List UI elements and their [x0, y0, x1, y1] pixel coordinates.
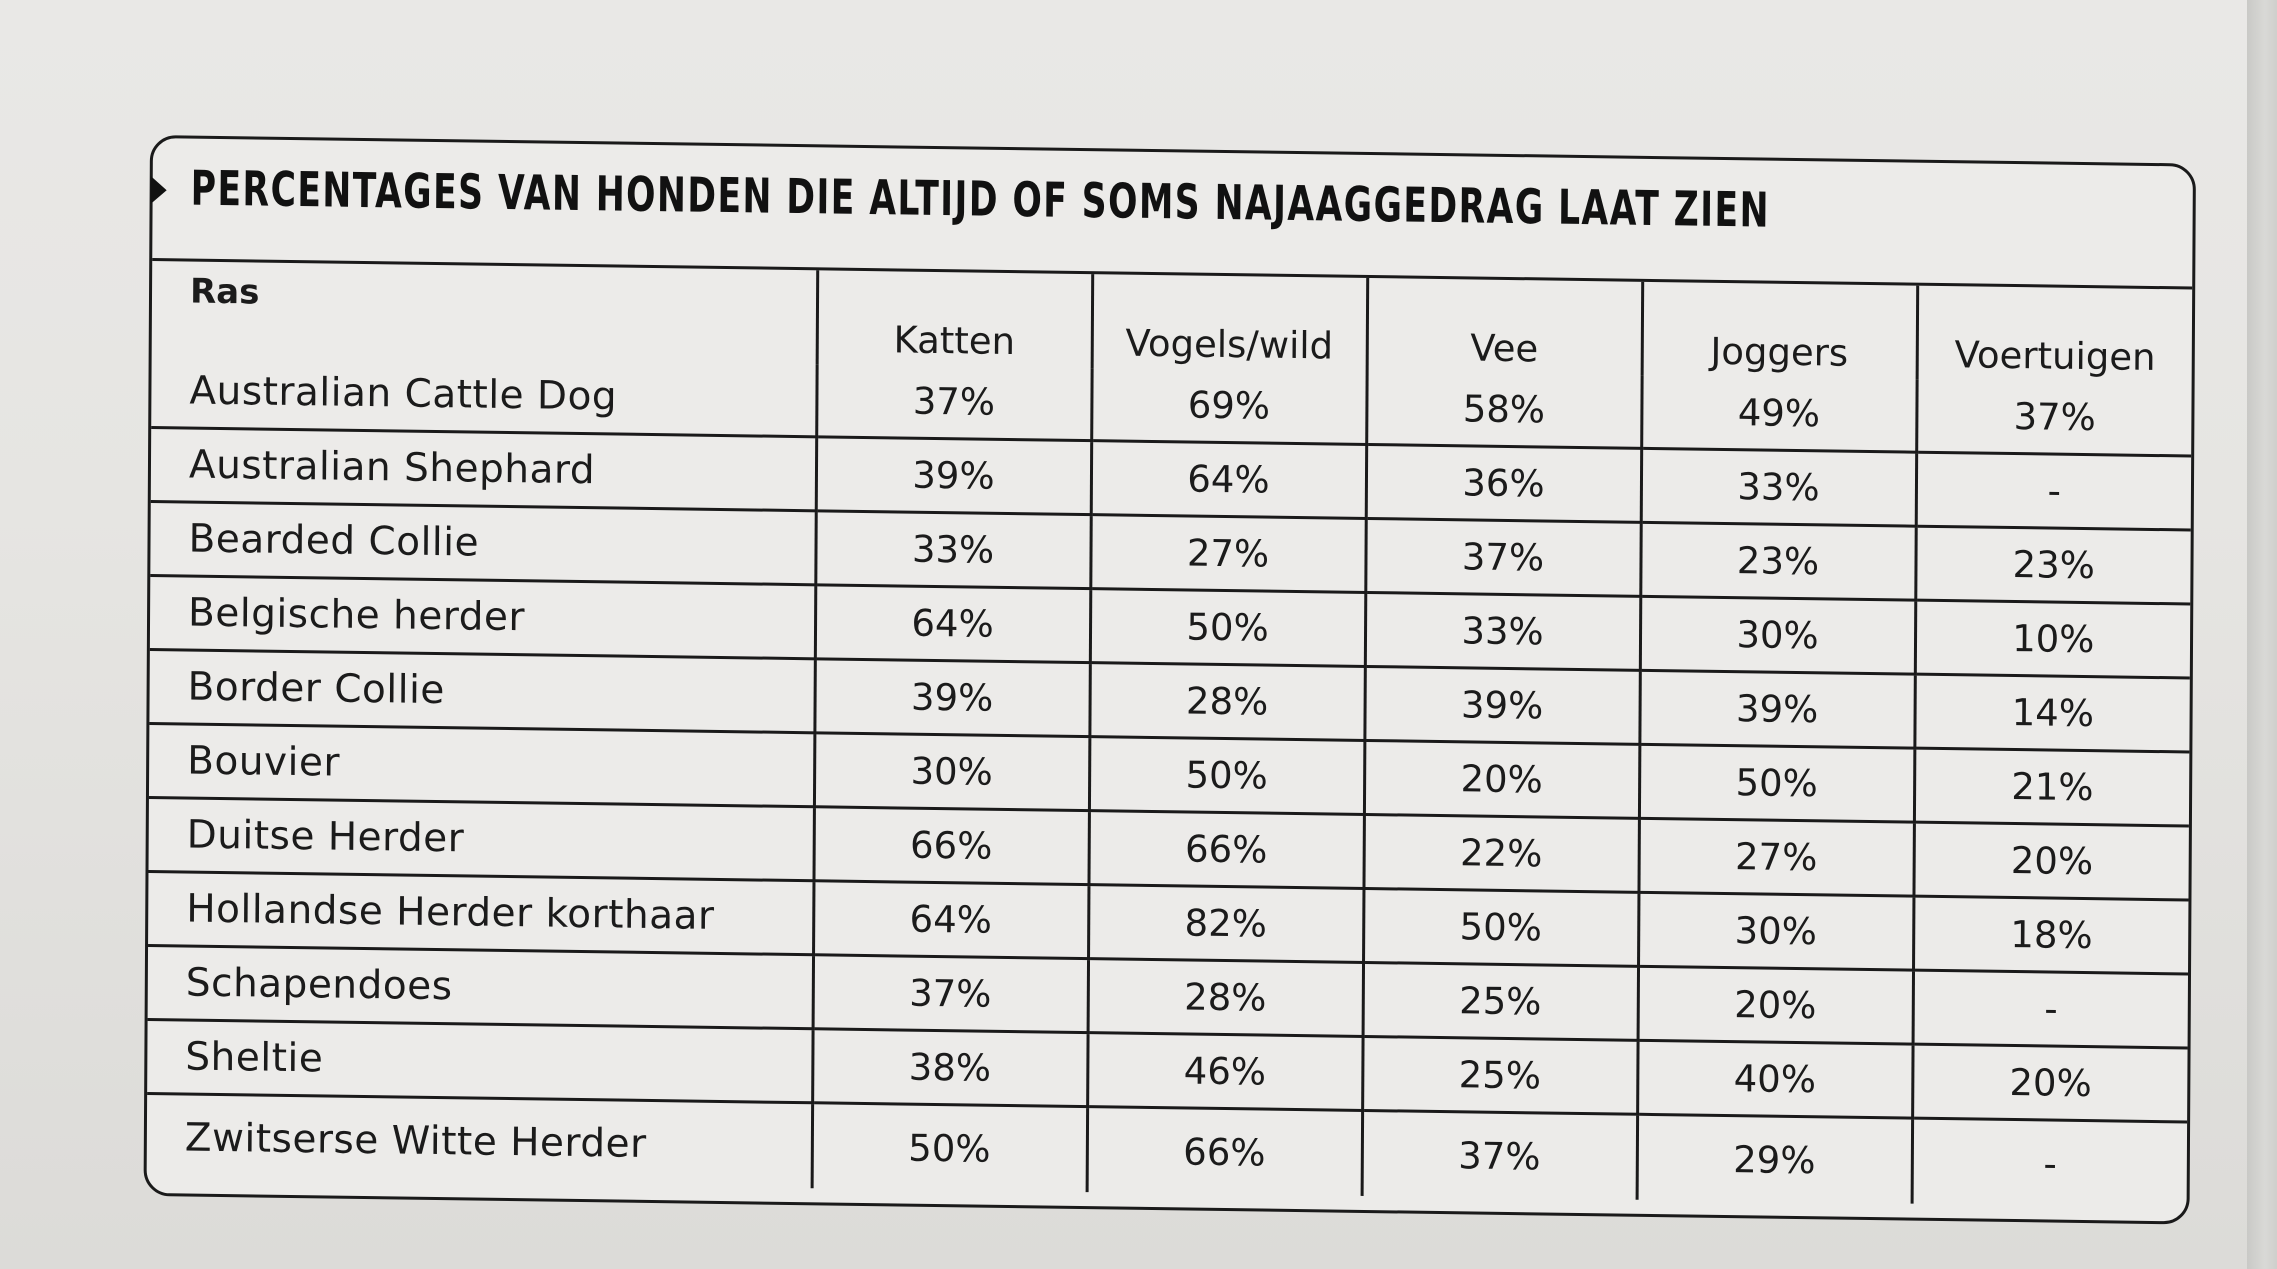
value-katten: 64%	[815, 585, 1090, 663]
table-title: PERCENTAGES VAN HONDEN DIE ALTIJD OF SOMS NAJAAGGEDRAG LAAT ZIEN	[190, 160, 1771, 239]
value-voertuigen: 23%	[1915, 526, 2190, 604]
value-joggers: 29%	[1637, 1114, 1913, 1203]
value-vee: 25%	[1363, 962, 1638, 1040]
breed-name: Border Collie	[149, 650, 814, 733]
value-joggers: 20%	[1638, 966, 1913, 1044]
value-vogels-wild: 28%	[1088, 959, 1363, 1037]
value-vee: 20%	[1364, 740, 1639, 818]
value-joggers: 50%	[1639, 744, 1914, 822]
value-vee: 37%	[1365, 518, 1640, 596]
column-header-joggers: Joggers	[1642, 282, 1918, 380]
value-katten: 39%	[814, 659, 1089, 737]
value-vee: 50%	[1363, 888, 1638, 966]
value-vogels-wild: 50%	[1090, 589, 1365, 667]
value-joggers: 40%	[1637, 1040, 1912, 1118]
value-katten: 37%	[813, 955, 1088, 1033]
column-header-katten: Katten	[817, 270, 1093, 368]
value-vee: 36%	[1366, 444, 1641, 522]
value-vogels-wild: 64%	[1091, 441, 1366, 519]
percentages-table	[147, 261, 2193, 1207]
page-edge	[2247, 0, 2277, 1269]
value-vogels-wild: 82%	[1088, 885, 1363, 963]
column-header-vee: Vee	[1367, 278, 1643, 376]
value-vee: 33%	[1365, 592, 1640, 670]
breed-name: Hollandse Herder korthaar	[148, 871, 813, 954]
value-vogels-wild: 46%	[1087, 1033, 1362, 1111]
value-katten: 37%	[816, 364, 1091, 440]
value-voertuigen: -	[1913, 970, 2188, 1048]
value-voertuigen: -	[2043, 1141, 2057, 1186]
value-joggers: 49%	[1641, 376, 1916, 452]
breed-name: Australian Cattle Dog	[151, 355, 816, 437]
value-joggers: 27%	[1638, 818, 1913, 896]
value-voertuigen: 21%	[1914, 748, 2189, 826]
value-voertuigen: 20%	[1913, 822, 2188, 900]
breed-name: Zwitserse Witte Herder	[147, 1093, 813, 1188]
value-voertuigen: 10%	[1915, 600, 2190, 678]
value-voertuigen: 14%	[1914, 674, 2189, 752]
value-vogels-wild: 27%	[1090, 515, 1365, 593]
value-katten: 30%	[814, 733, 1089, 811]
value-katten: 33%	[815, 511, 1090, 589]
value-vogels-wild: 69%	[1091, 368, 1366, 444]
value-vogels-wild: 28%	[1089, 663, 1364, 741]
value-joggers: 23%	[1640, 522, 1915, 600]
value-katten: 50%	[812, 1103, 1088, 1192]
column-header-vogels-wild: Vogels/wild	[1092, 274, 1368, 372]
column-header-ras: Ras	[152, 261, 818, 364]
breed-name: Bearded Collie	[150, 502, 815, 585]
value-voertuigen: 20%	[1912, 1044, 2187, 1122]
breed-name: Australian Shephard	[151, 428, 816, 511]
value-joggers: 33%	[1641, 448, 1916, 526]
value-vee: 22%	[1363, 814, 1638, 892]
breed-name: Schapendoes	[148, 945, 813, 1028]
value-voertuigen: 37%	[1916, 380, 2191, 456]
breed-name: Duitse Herder	[149, 797, 814, 880]
value-joggers: 30%	[1638, 892, 1913, 970]
value-voertuigen: -	[1916, 452, 2191, 530]
arrow-right-icon	[151, 176, 167, 204]
value-vee: 39%	[1364, 666, 1639, 744]
value-vogels-wild: 66%	[1088, 811, 1363, 889]
percentages-table-box	[144, 135, 2196, 1224]
value-voertuigen: 18%	[1913, 896, 2188, 974]
value-vogels-wild: 50%	[1089, 737, 1364, 815]
breed-name: Bouvier	[149, 724, 814, 807]
value-vee: 25%	[1362, 1036, 1637, 1114]
value-vee: 58%	[1366, 372, 1641, 448]
column-header-voertuigen: Voertuigen	[1954, 333, 2156, 380]
value-katten: 38%	[812, 1029, 1087, 1107]
value-joggers: 30%	[1640, 596, 1915, 674]
value-katten: 39%	[816, 437, 1091, 515]
breed-name: Belgische herder	[150, 576, 815, 659]
value-joggers: 39%	[1639, 670, 1914, 748]
value-katten: 66%	[813, 807, 1088, 885]
value-katten: 64%	[813, 881, 1088, 959]
breed-name: Sheltie	[147, 1019, 812, 1102]
value-vogels-wild: 66%	[1087, 1107, 1363, 1196]
value-vee: 37%	[1362, 1110, 1638, 1199]
